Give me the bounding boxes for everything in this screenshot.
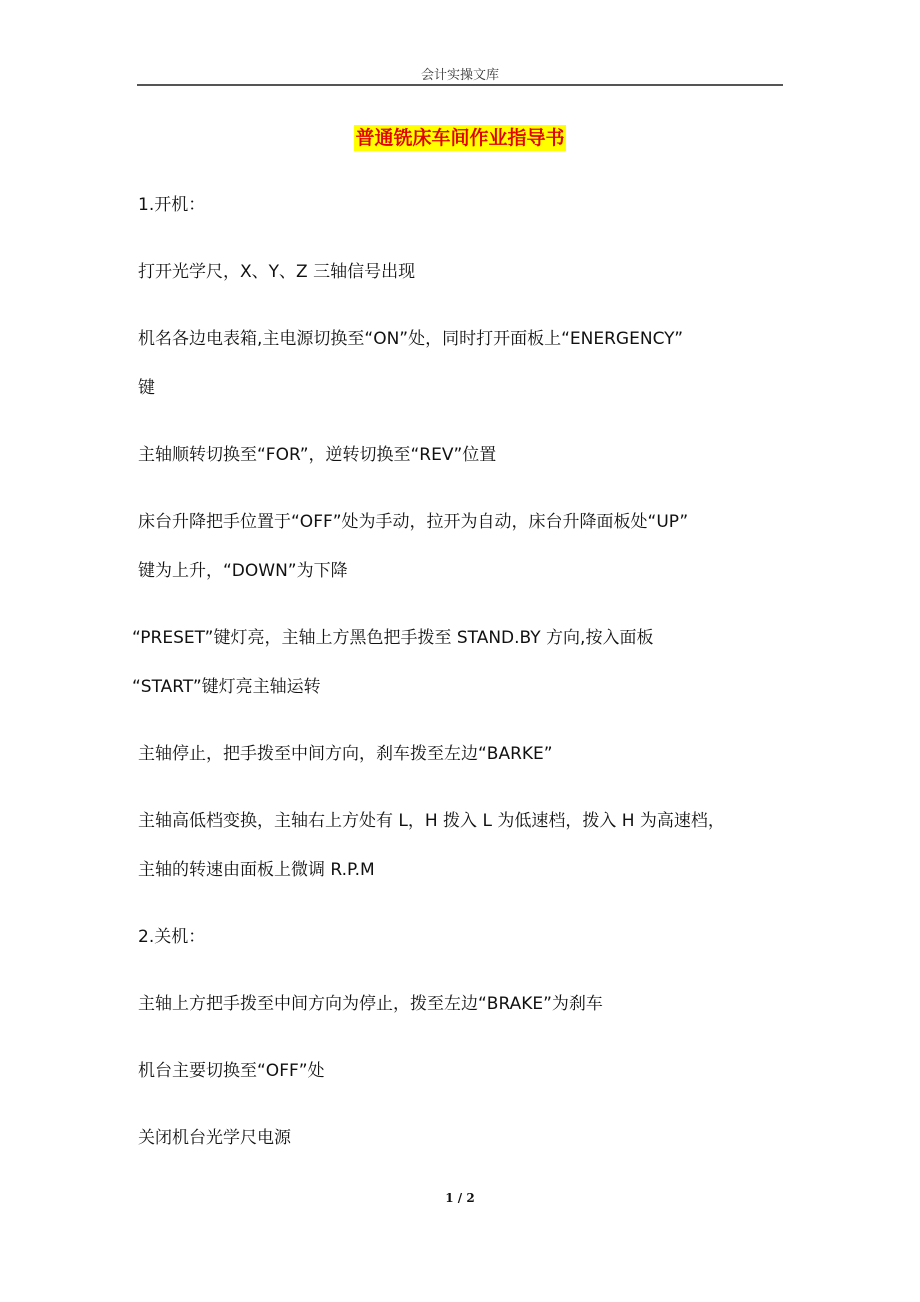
paragraph	[138, 327, 788, 425]
paragraph-line: 主轴的转速由面板上微调 R.P.M	[138, 860, 375, 880]
paragraph	[138, 742, 788, 791]
paragraph-line: “START”键灯亮主轴运转	[132, 677, 321, 697]
paragraph-line: 1.开机：	[138, 195, 206, 215]
paragraph-line: 主轴高低档变换，主轴右上方处有 L，H 拨入 L 为低速档，拨入 H 为高速档，	[138, 811, 725, 831]
paragraph-line: 主轴上方把手拨至中间方向为停止，拨至左边“BRAKE”为刹车	[138, 994, 603, 1014]
paragraph	[138, 925, 788, 974]
paragraph-line: 2.关机：	[138, 927, 206, 947]
header-divider	[137, 84, 783, 86]
paragraph-line: 键	[138, 378, 155, 398]
paragraph-line: 关闭机台光学尺电源	[138, 1128, 291, 1148]
paragraph	[132, 626, 788, 724]
paragraph-line: 主轴顺转切换至“FOR”，逆转切换至“REV”位置	[138, 445, 497, 465]
paragraph-line: 机台主要切换至“OFF”处	[138, 1061, 325, 1081]
paragraph-line: 键为上升，“DOWN”为下降	[138, 561, 348, 581]
paragraph	[138, 809, 788, 907]
paragraph	[138, 443, 788, 492]
paragraph-line: 床台升降把手位置于“OFF”处为手动，拉开为自动，床台升降面板处“UP”	[138, 512, 689, 532]
paragraph-line: 主轴停止，把手拨至中间方向，刹车拨至左边“BARKE”	[138, 744, 553, 764]
paragraph	[138, 992, 788, 1041]
paragraph	[138, 193, 788, 242]
paragraph	[138, 260, 788, 309]
paragraph-line: 打开光学尺，X、Y、Z 三轴信号出现	[138, 262, 416, 282]
paragraph	[138, 1126, 788, 1175]
paragraph-line: 机名各边电表箱,主电源切换至“ON”处，同时打开面板上“ENERGENCY”	[138, 329, 684, 349]
paragraph	[138, 510, 788, 608]
paragraph	[138, 1059, 788, 1108]
page-header: 会计实操文库	[420, 68, 499, 83]
page-number: 1 / 2	[445, 1191, 475, 1205]
paragraph-line: “PRESET”键灯亮，主轴上方黑色把手拨至 STAND.BY 方向,按入面板	[132, 628, 654, 648]
document-title: 普通铣床车间作业指导书	[355, 127, 565, 149]
document-title-wrap	[0, 123, 920, 150]
